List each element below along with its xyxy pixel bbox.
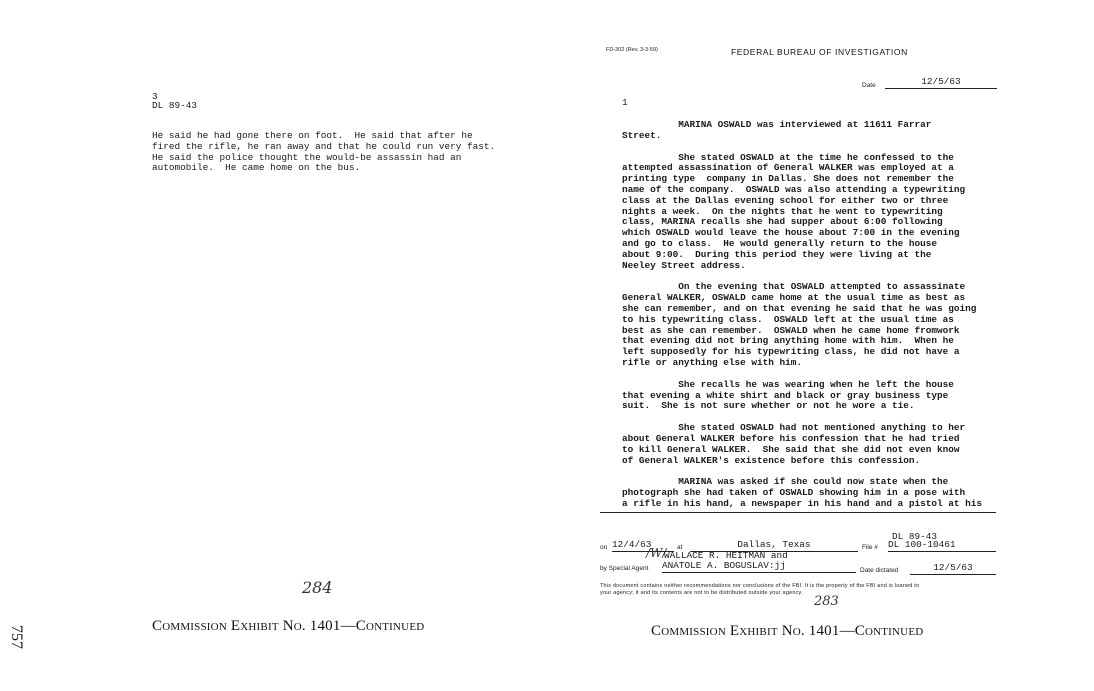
form-separator-line <box>600 512 996 513</box>
disclaimer-line-2: your agency; it and its contents are not to be distributed outside your agency. <box>600 590 803 596</box>
footer-file-reference: DL 89-43 <box>892 531 938 542</box>
file-number-label: File # <box>862 544 878 551</box>
right-handwritten-number: 283 <box>814 594 839 609</box>
right-exhibit-caption: Commission Exhibit No. 1401—Continued <box>651 623 924 639</box>
date-label: Date <box>862 82 876 89</box>
paragraph: MARINA OSWALD was interviewed at 11611 Farrar Street. <box>622 119 932 141</box>
left-file-reference: DL 89-43 <box>152 100 198 111</box>
left-page-number-top: 3 <box>152 91 158 102</box>
agent-line-1: WALLACE R. HEITMAN and <box>664 550 788 561</box>
side-page-number: 757 <box>8 625 25 649</box>
paragraph: She recalls he was wearing when he left the house that evening a white shirt and black or gray business type suit. She is not sure whether or not he wore a tie. <box>622 378 954 412</box>
body-line: fired the rifle, he ran away and that he could run very fast. <box>152 140 496 152</box>
left-exhibit-caption: Commission Exhibit No. 1401—Continued <box>152 618 425 634</box>
paragraph: She stated OSWALD at the time he confessed to the attempted assassination of General WALKER was employed at a printing type company in Dallas. She does not remember the name of the company. OSWALD was also attending a typewriting class at the Dallas evening school for either two or three nights a week. On the nights that he went to typewriting class, MARINA recalls she had supper about 6:00 following which OSWALD would leave the house about 7:00 in the evening and go to class. He would generally return to the house about 9:00. During this period they were living at the Neeley Street address. <box>622 151 966 271</box>
agent-line-2: ANATOLE A. BOGUSLAV:jj <box>662 561 856 573</box>
body-line: automobile. He came home on the bus. <box>152 162 361 174</box>
at-label: at <box>677 544 683 551</box>
date-dictated-label: Date dictated <box>860 567 899 574</box>
left-handwritten-number: 284 <box>302 578 333 597</box>
right-page-number: 1 <box>622 97 628 108</box>
interview-body <box>622 120 982 510</box>
form-number: FD-302 (Rev. 3-3-59) <box>606 47 658 53</box>
left-body-text <box>152 131 495 174</box>
file-number: DL 100-10461 <box>888 540 996 552</box>
handwritten-initials: /W/ <box>646 546 667 560</box>
side-page-number-box <box>10 620 34 654</box>
date-value: 12/5/63 <box>885 77 997 89</box>
interview-date: 12/4/63 <box>612 540 674 552</box>
paragraph: MARINA was asked if she could now state when the photograph she had taken of OSWALD showing him in a pose with a rifle in his hand, a newspaper in his hand and a pistol at his <box>622 476 983 509</box>
date-dictated: 12/5/63 <box>910 563 996 575</box>
paragraph: On the evening that OSWALD attempted to assassinate General WALKER, OSWALD came home at the usual time as best as she can remember, and on that evening he said that he was going to his typewriting class. OSWALD left at the usual time as best as she can remember. OSWALD when he came home fromwork that evening did not bring anything home with him. When he left supposedly for his typewriting class, he did not have a rifle or anything else with him. <box>622 281 977 368</box>
interview-location: Dallas, Texas <box>690 540 858 552</box>
body-line: He said the police thought the would-be assassin had an <box>152 151 462 163</box>
special-agent-label: by Special Agent <box>600 565 649 572</box>
disclaimer-line-1: This document contains neither recommendations nor conclusions of the FBI. It is the property of the FBI and is loaned to <box>600 583 920 589</box>
on-label: on <box>600 544 608 551</box>
body-line: He said he had gone there on foot. He said that after he <box>152 130 473 141</box>
paragraph: She stated OSWALD had not mentioned anything to her about General WALKER before his confession that he had tried to kill General WALKER. She said that she did not even know of General WALKER's existence before this confession. <box>622 422 966 466</box>
agency-header: FEDERAL BUREAU OF INVESTIGATION <box>731 47 908 57</box>
